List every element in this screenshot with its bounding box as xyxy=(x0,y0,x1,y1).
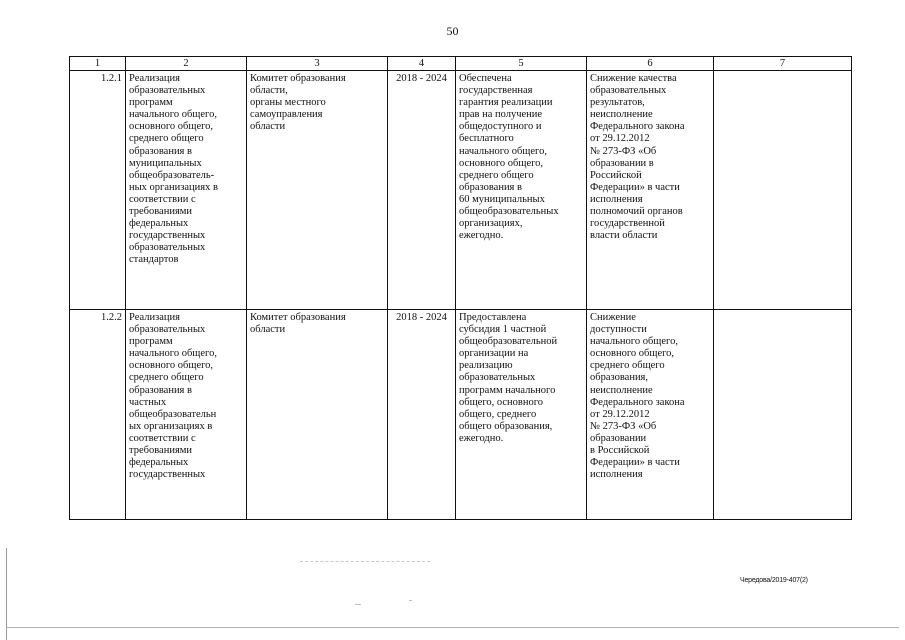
expected-result: Обеспечена государственная гарантия реализации прав на получение общедоступного и бесплатного начального общего, основного общего, среднего общего образования в 60 муниципальных общеобразовательных организациях, ежегодно. xyxy=(456,71,587,310)
page-number: 50 xyxy=(446,24,459,38)
executor: Комитет образования области xyxy=(247,310,388,520)
col7-cell xyxy=(714,71,852,310)
period: 2018 - 2024 xyxy=(388,310,456,520)
program-measures-table xyxy=(69,56,852,520)
header-col-3: 3 xyxy=(247,57,388,71)
table-header-row xyxy=(70,57,852,71)
scan-artifact xyxy=(300,561,430,563)
header-col-6: 6 xyxy=(587,57,714,71)
header-col-1: 1 xyxy=(70,57,126,71)
executor: Комитет образования области, органы местного самоуправления области xyxy=(247,71,388,310)
measure-name: Реализация образовательных программ начального общего, основного общего, среднего общего образования в муниципальных общеобразователь- ных организациях в соответствии с требованиями федеральных государственных образовательных стандартов xyxy=(126,71,247,310)
footer-reference: Чередова/2019-407(2) xyxy=(740,577,808,584)
measure-name: Реализация образовательных программ начального общего, основного общего, среднего общего образования в частных общеобразовательн ых организациях в соответствии с требованиями федеральных государственных xyxy=(126,310,247,520)
header-col-5: 5 xyxy=(456,57,587,71)
consequences: Снижение качества образовательных результатов, неисполнение Федерального закона от 29.12.2012 № 273-ФЗ «Об образовании в Российской Федерации» в части исполнения полномочий органов государственной власти области xyxy=(587,71,714,310)
col7-cell xyxy=(714,310,852,520)
period: 2018 - 2024 xyxy=(388,71,456,310)
scan-artifact xyxy=(409,600,412,601)
header-col-4: 4 xyxy=(388,57,456,71)
table-row xyxy=(70,71,852,310)
scan-edge-bottom xyxy=(6,627,899,628)
scan-artifact xyxy=(355,604,361,605)
row-code: 1.2.2 xyxy=(70,310,126,520)
expected-result: Предоставлена субсидия 1 частной общеобразовательной организации на реализацию образовательных программ начального общего, основного общего, среднего общего образования, ежегодно. xyxy=(456,310,587,520)
table-row xyxy=(70,310,852,520)
consequences: Снижение доступности начального общего, основного общего, среднего общего образования, неисполнение Федерального закона от 29.12.2012 № 273-ФЗ «Об образовании в Российской Федерации» в части исполнения xyxy=(587,310,714,520)
header-col-7: 7 xyxy=(714,57,852,71)
row-code: 1.2.1 xyxy=(70,71,126,310)
header-col-2: 2 xyxy=(126,57,247,71)
